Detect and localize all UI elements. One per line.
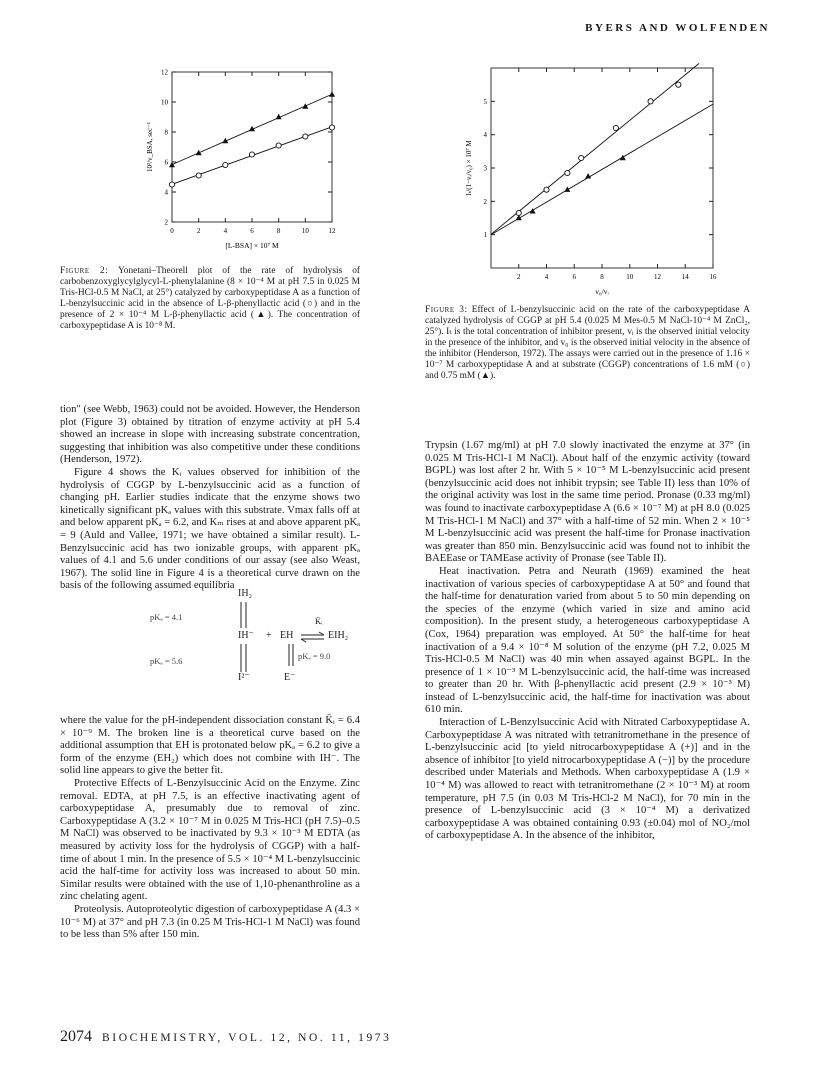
data-point [564,186,570,191]
right-column [425,440,750,843]
figure-3-caption [425,305,750,382]
right-paragraph-2: Heat inactivation. Petra and Neurath (1969) examined the heat inactivation of various species of carboxypeptidase A at 50° and found that the half-time for denaturation varied from about 5 to 50 min depending on the species of the enzyme (which varied in size and amino acid composition). In the present study, a heterogeneous carboxypeptidase A (Cox, 1964) preparation was employed. At 50° the half-time for heat inactivation of a 9.4 × 10⁻⁸ M solution of the enzyme (pH 7.2, 0.025 M Tris-HCl-0.5 M NaCl) was 40 min when assayed against BGPL. In the presence of 1 × 10⁻³ M L-benzylsuccinic acid, the half-time was increased to greater than 20 hr. With β-phenyllactic acid present (2.9 × 10⁻³ M) instead of L-benzylsuccinic acid, the half-time for inactivation was about 610 min. [425,565,750,716]
series-line [491,104,713,235]
scheme-eih2: EIH₂ [328,630,349,641]
left-paragraph-3: where the value for the pH-independent dissociation constant K̄ᵢ = 6.4 × 10⁻⁹ M. The broken line is a theoretical curve based on the additional assumption that EH is protonated below pKₐ = 6.2 to give a form of the enzyme (EH₂) which does not combine with IH⁻. The solid line appears to give the better fit. [60,715,360,777]
x-tick-label: 4 [223,227,228,235]
x-tick-label: 12 [328,227,336,235]
equilibrium-scheme [150,588,380,698]
x-tick-label: 16 [709,273,717,281]
data-point [544,187,549,192]
data-point [249,152,254,157]
left-column-continued [60,715,360,942]
figure-3-caption-text: Effect of L-benzylsuccinic acid on the rate of the carboxypeptidase A catalyzed hydrolysis of CGGP at pH 5.4 (0.025 M Mes-0.5 M NaCl-10⁻⁴ M ZnCl₂, 25°). Iₜ is the total concentration of inhibitor present, vᵢ is the observed initial velocity in the presence of the inhibitor, and v₀ is the observed initial velocity in the absence of the inhibitor (Henderson, 1972). The assays were carried out in the presence of 1.16 × 10⁻⁷ M carboxypeptidase A and at substrate (CGGP) concentrations of 1.6 mM (○) and 0.75 mM (▲). [425,305,751,381]
plot-frame [172,72,332,222]
x-tick-label: 12 [654,273,661,281]
data-point [196,173,201,178]
left-paragraph-1: tion" (see Webb, 1963) could not be avoided. However, the Henderson plot (Figure 3) obtained by titration of enzyme activity at pH 5.4 showed an increase in slope with increasing substrate concentration, suggesting that inhibition was also competitive under these conditions (Henderson, 1972). [60,404,360,466]
right-paragraph-1: Trypsin (1.67 mg/ml) at pH 7.0 slowly inactivated the enzyme at 37° (in 0.025 M Tris-HCl-1 M NaCl). About half of the enzymic activity (toward BGPL) was lost after 2 hr. With 5 × 10⁻⁵ M L-benzylsuccinic acid present (benzylsuccinic acid does not inhibit trypsin; see Table II) less than 10% of the original activity was lost in the same time period. Pronase (0.33 mg/ml) was found to inactivate carboxypeptidase A (6.6 × 10⁻⁷ M) at pH 8.0 (0.025 M Tris-HCl-1 M NaCl) and 37° with a half-time of 52 min. When 2 × 10⁻⁵ M L-benzylsuccinic acid was present the half-time for Pronase inactivation was greater than 850 min. Benzylsuccinic acid was found not to inhibit the BAEEase or TAMEase activity of Pronase (see Table II). [425,440,750,565]
left-paragraph-4: Protective Effects of L-Benzylsuccinic Acid on the Enzyme. Zinc removal. EDTA, at pH 7.5, is an effective inactivating agent of carboxypeptidase A, presumably due to removal of zinc. Carboxypeptidase A (3.2 × 10⁻⁷ M in 0.025 M Tris-HCl (pH 7.5)–0.5 M NaCl) was observed to be inactivated by 9.3 × 10⁻³ M EDTA (as measured by activity loss for the hydrolysis of CGGP) with a half-time of about 1 min. In the presence of 5.5 × 10⁻⁴ M L-benzylsuccinic acid the half-time for activity loss was increased to about 50 min. Similar results were obtained with the use of 1,10-phenanthroline as a zinc chelating agent. [60,777,360,903]
x-tick-label: 8 [600,273,604,281]
journal-citation: BIOCHEMISTRY, VOL. 12, NO. 11, 1973 [102,1032,392,1044]
scheme-eh: EH [280,630,294,641]
x-tick-label: 0 [170,227,174,235]
y-tick-label: 10 [161,98,168,107]
x-tick-label: 6 [572,273,576,281]
y-tick-label: 2 [164,218,168,227]
x-tick-label: 4 [544,273,549,281]
plot-frame [491,68,713,268]
data-point [585,173,591,178]
scheme-pka-2: pKₐ = 5.6 [150,656,183,666]
figure-3-caption-label: Figure 3: [425,305,468,315]
running-head: BYERS AND WOLFENDEN [585,22,770,34]
data-point [329,125,334,130]
data-point [329,91,335,96]
x-tick-label: 8 [276,227,281,235]
x-tick-label: 2 [517,273,521,281]
data-point [223,162,228,167]
y-tick-label: 3 [483,164,487,173]
left-paragraph-2: Figure 4 shows the Kᵢ values observed for inhibition of the hydrolysis of CGGP by L-benzylsuccinic acid as a function of changing pH. Earlier studies indicate that the enzyme shows two kinetically significant pKₐ values with this substrate. Vmax falls off at and below apparent pKₐ = 6.2, and Kₘ rises at and above apparent pKₐ = 9 (Auld and Vallee, 1971; we have obtained a similar result). L-Benzylsuccinic acid has two ionizable groups, with apparent pKₐ values of 4.1 and 5.6 under conditions of our assay (see also Weast, 1967). The solid line in Figure 4 is a theoretical curve drawn on the basis of the following assumed equilibria [60,466,360,592]
page-number: 2074 [60,1028,92,1045]
data-point [169,162,175,167]
y-tick-label: 12 [161,68,168,77]
y-tick-label: 8 [164,128,168,137]
figure-3-chart [455,60,725,300]
data-point [276,143,281,148]
data-point [303,134,308,139]
left-paragraph-5: Proteolysis. Autoproteolytic digestion of carboxypeptidase A (4.3 × 10⁻⁶ M) at 37° and pH 7.3 (in 0.25 M Tris-HCl-1 M NaCl) was found to be less than 5% after 150 min. [60,903,360,941]
data-point [196,150,202,155]
scheme-enzyme-arrows [286,642,296,668]
x-tick-label: 2 [196,227,201,235]
scheme-i2: I²⁻ [238,672,250,683]
scheme-ih: IH⁻ [238,630,254,641]
page-footer [60,1028,392,1046]
x-tick-label: 6 [250,227,254,235]
y-tick-label: 1 [483,231,487,240]
y-tick-label: 6 [164,158,168,167]
data-point [648,99,653,104]
data-point [169,182,174,187]
series-line [491,63,699,234]
data-point [613,125,618,130]
scheme-pka-1: pKₐ = 4.1 [150,612,183,622]
right-paragraph-3: Interaction of L-Benzylsuccinic Acid with Nitrated Carboxypeptidase A. Carboxypeptidase A was nitrated with tetranitromethane in the presence of L-benzylsuccinic acid [to yield nitrocarboxypeptidase A (+)] and in the absence of inhibitor [to yield nitrocarboxypeptidase A (−)] by the procedure described under Materials and Methods. When carboxypeptidase A (1.9 × 10⁻⁴ M) was allowed to react with tetranitromethane (2 × 10⁻³ M) at room temperature, pH 7.5 (in 0.03 M Tris-HCl-2 M NaCl), for 70 min in the presence of L-benzylsuccinic acid (3 × 10⁻⁴ M) a derivatized carboxypeptidase A was obtained containing 0.93 (±0.04) mol of NO₂/mol of carboxypeptidase A. In the absence of the inhibitor, [425,717,750,842]
scheme-plus: + [266,630,272,641]
x-axis-label: v₀/vᵢ [595,287,609,296]
x-axis-label: [L-BSA] × 10⁷ M [225,241,279,250]
figure-2-caption-text: Yonetani–Theorell plot of the rate of hydrolysis of carbobenzoxyglycylglycyl-L-phenylalanine (8 × 10⁻⁴ M at pH 7.5 in 0.025 M Tris-HCl-0.5 M NaCl, at 25°) catalyzed by carboxypeptidase A as a function of L-benzylsuccinic acid in the absence of L-β-phenyllactic acid (○) and in the presence of 2 × 10⁻⁴ M L-β-phenyllactic acid (▲). The concentration of carboxypeptidase A is 10⁻⁸ M. [60,266,360,331]
left-column [60,404,360,593]
figure-2-chart [120,62,350,262]
y-tick-label: 4 [483,131,487,140]
scheme-equilibrium-arrow [300,630,326,644]
y-tick-label: 2 [483,197,487,206]
figure-2-caption [60,266,360,332]
y-tick-label: 5 [483,97,487,106]
x-tick-label: 14 [681,273,689,281]
scheme-ki: K̄ᵢ [315,616,323,626]
y-tick-label: 4 [164,188,168,197]
y-axis-label: Iₜ/(1−vᵢ/v₀) × 10⁷ M [465,140,473,196]
figure-2-caption-label: Figure 2: [60,266,109,276]
scheme-ih2: IH₂ [238,588,253,599]
scheme-e: E⁻ [284,672,296,683]
y-axis-label: 10²/v_BSA, sec⁻¹ [146,122,154,172]
x-tick-label: 10 [301,227,309,235]
data-point [676,82,681,87]
data-point [565,170,570,175]
data-point [579,155,584,160]
data-point [302,103,308,108]
x-tick-label: 10 [626,273,634,281]
scheme-pka-3: pKₐ = 9.0 [298,651,331,661]
